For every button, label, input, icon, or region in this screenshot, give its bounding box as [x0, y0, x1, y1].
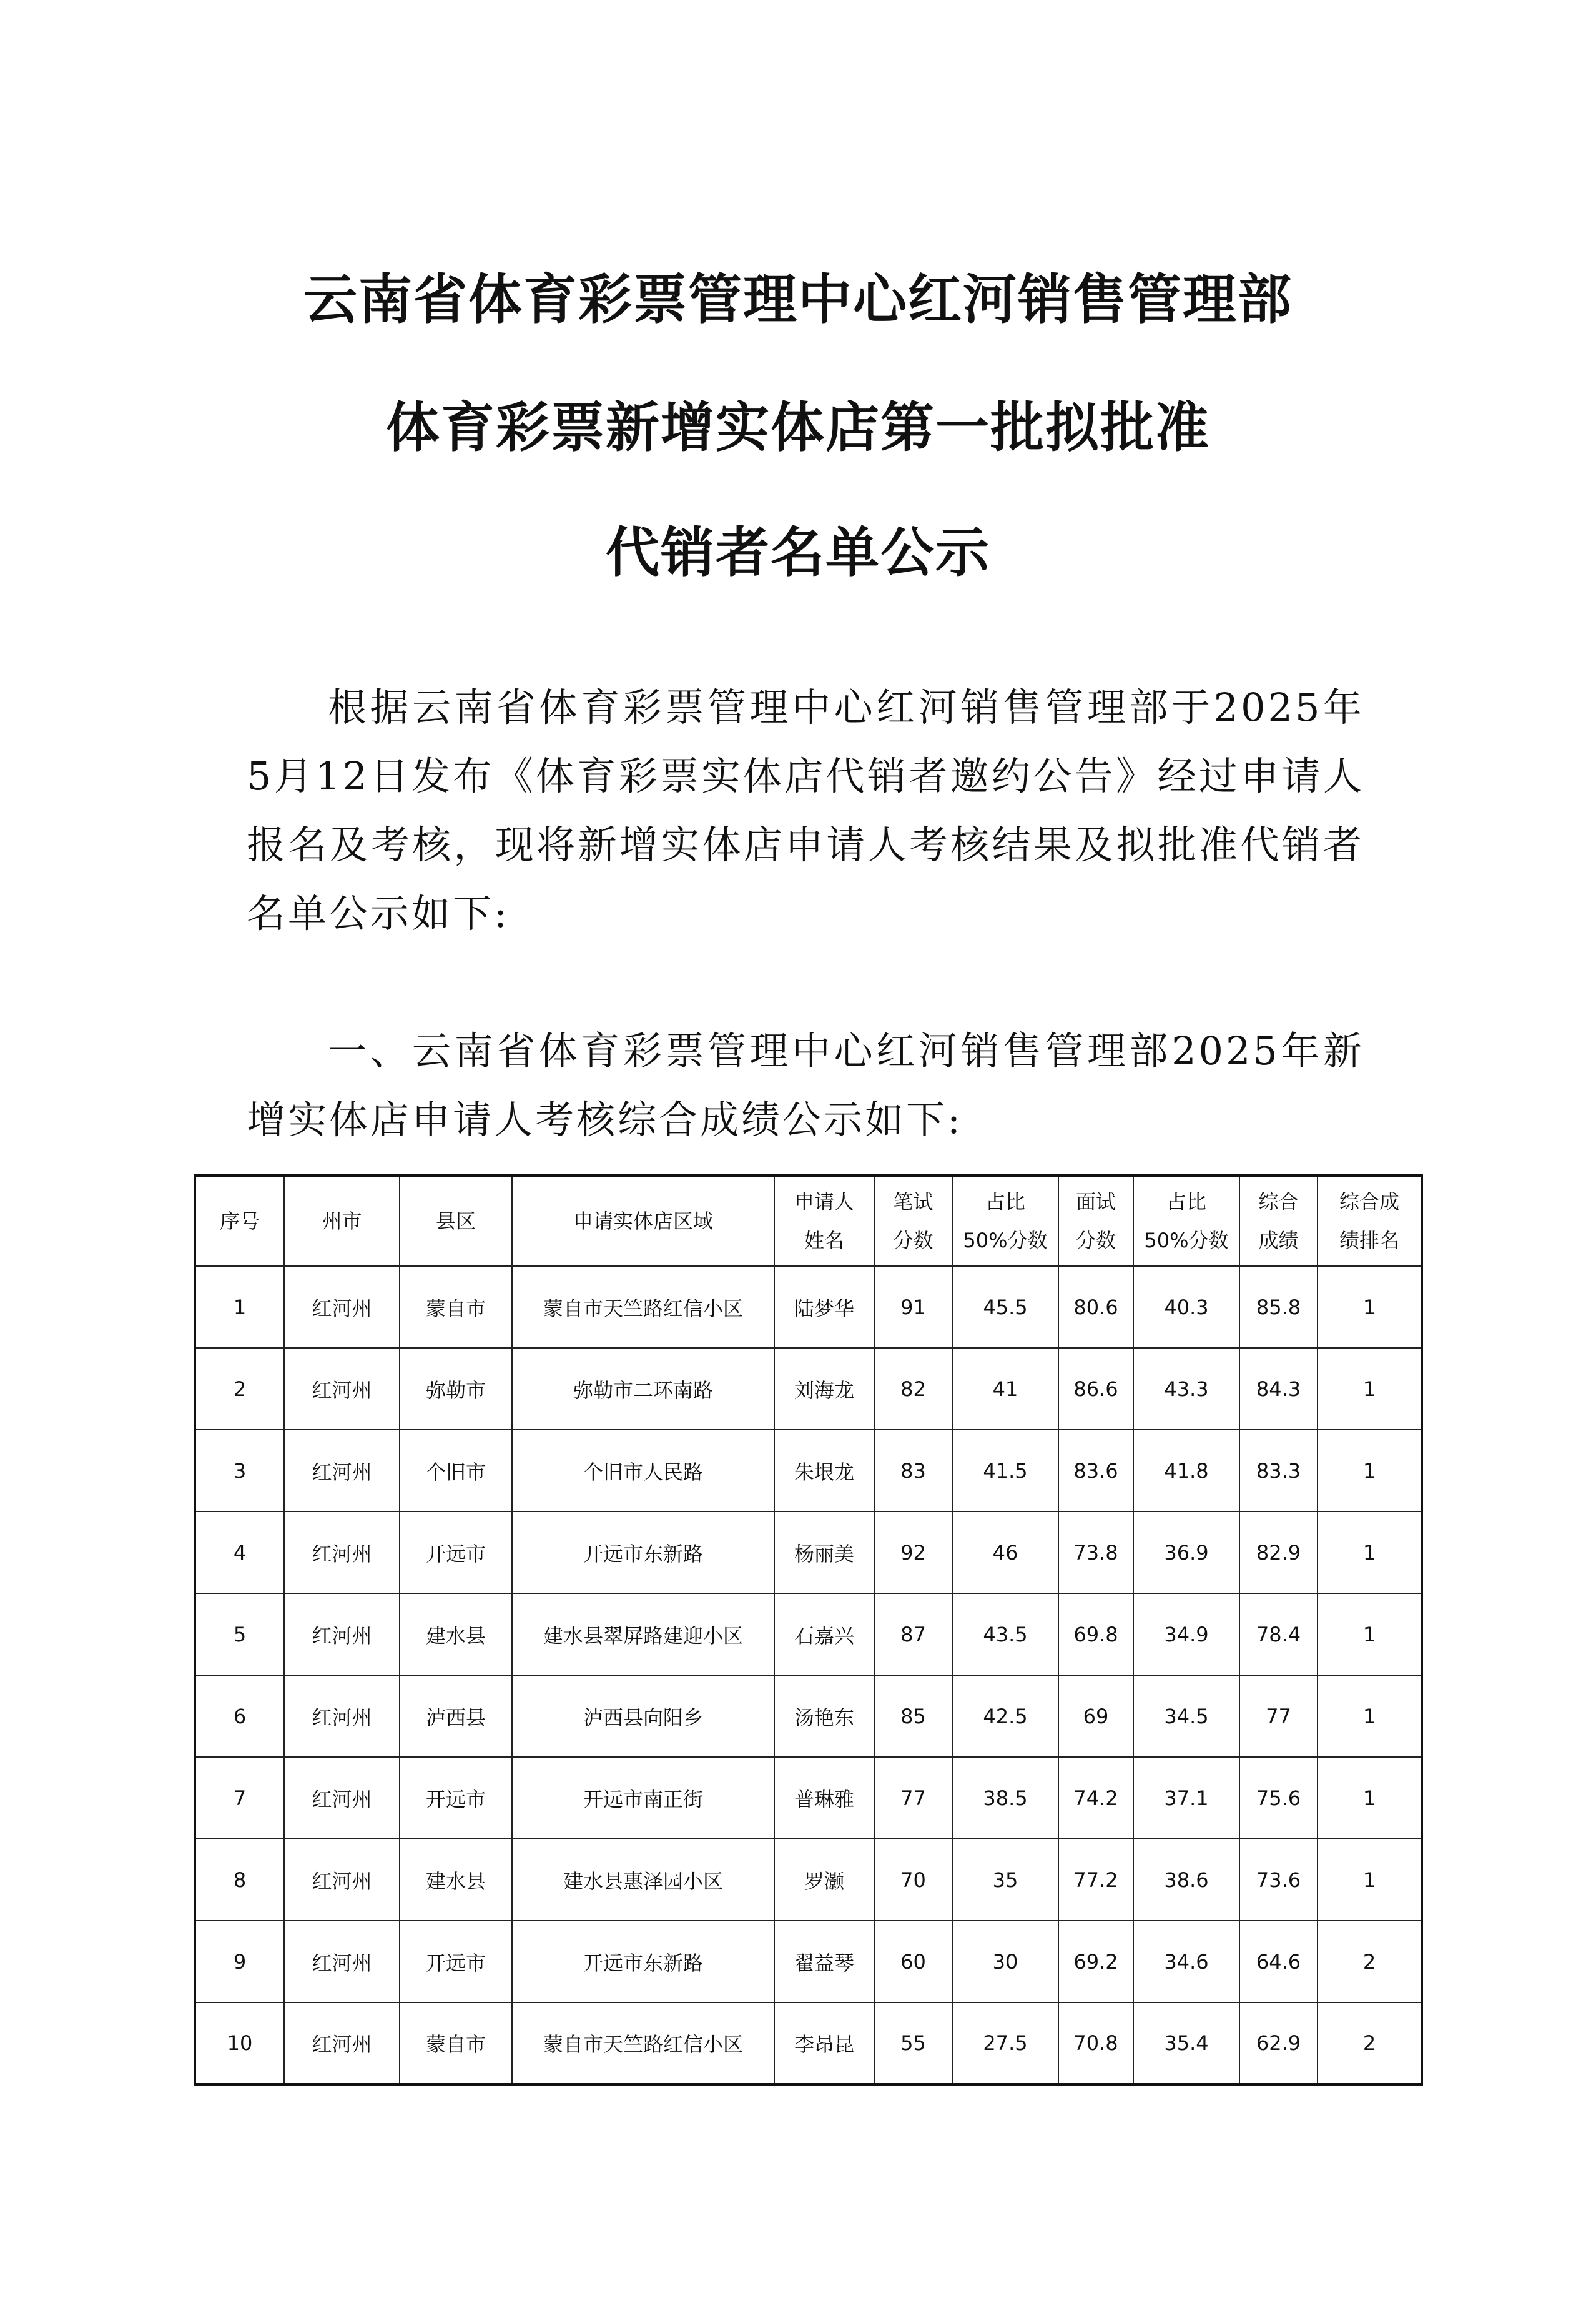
cell-interview-weighted: 35.4 [1133, 2002, 1239, 2084]
cell-interview-weighted: 34.9 [1133, 1593, 1239, 1675]
cell-county: 建水县 [400, 1839, 512, 1921]
cell-interview-weighted: 36.9 [1133, 1512, 1239, 1593]
cell-interview-score: 69.8 [1058, 1593, 1133, 1675]
cell-total-score: 85.8 [1239, 1266, 1318, 1348]
cell-written-weighted: 41 [952, 1348, 1058, 1430]
cell-county: 开远市 [400, 1921, 512, 2002]
cell-rank: 1 [1318, 1839, 1422, 1921]
cell-interview-score: 86.6 [1058, 1348, 1133, 1430]
cell-prefecture: 红河州 [284, 2002, 400, 2084]
cell-interview-score: 80.6 [1058, 1266, 1133, 1348]
document-title-line-2: 体育彩票新增实体店第一批拟批准 [386, 397, 1210, 459]
cell-county: 泸西县 [400, 1675, 512, 1757]
header-applicant-name [774, 1175, 874, 1266]
header-text-line-1: 申请人 [794, 1190, 854, 1214]
cell-written-weighted: 45.5 [952, 1266, 1058, 1348]
header-text-line-1: 州市 [322, 1209, 362, 1233]
cell-interview-score: 69.2 [1058, 1921, 1133, 2002]
cell-written-score: 77 [874, 1757, 952, 1839]
cell-index: 3 [195, 1430, 284, 1512]
header-text-line-1: 综合 [1258, 1190, 1299, 1214]
cell-store-area: 开远市东新路 [512, 1512, 774, 1593]
cell-applicant-name: 李昂昆 [774, 2002, 874, 2084]
cell-interview-weighted: 40.3 [1133, 1266, 1239, 1348]
intro-paragraph: 根据云南省体育彩票管理中心红河销售管理部于2025年5月12日发布《体育彩票实体店代销者邀约公告》经过申请人报名及考核，现将新增实体店申请人考核结果及拟批准代销者名单公示如下: [247, 685, 1364, 936]
cell-written-score: 83 [874, 1430, 952, 1512]
cell-county: 个旧市 [400, 1430, 512, 1512]
cell-written-score: 60 [874, 1921, 952, 2002]
cell-written-weighted: 43.5 [952, 1593, 1058, 1675]
header-index [195, 1175, 284, 1266]
cell-store-area: 个旧市人民路 [512, 1430, 774, 1512]
applicant-scores-table [194, 1174, 1423, 2086]
header-text-line-1: 笔试 [893, 1190, 933, 1214]
cell-written-score: 87 [874, 1593, 952, 1675]
header-rank [1318, 1175, 1422, 1266]
cell-applicant-name: 刘海龙 [774, 1348, 874, 1430]
header-text-line-2: 分数 [1075, 1229, 1116, 1252]
cell-index: 8 [195, 1839, 284, 1921]
header-text-line-2: 50%分数 [963, 1229, 1048, 1252]
cell-interview-score: 73.8 [1058, 1512, 1133, 1593]
cell-county: 开远市 [400, 1512, 512, 1593]
header-interview-weighted [1133, 1175, 1239, 1266]
table-row [195, 2002, 1422, 2084]
cell-county: 开远市 [400, 1757, 512, 1839]
header-prefecture [284, 1175, 400, 1266]
cell-written-score: 85 [874, 1675, 952, 1757]
cell-interview-score: 74.2 [1058, 1757, 1133, 1839]
cell-prefecture: 红河州 [284, 1921, 400, 2002]
cell-interview-score: 77.2 [1058, 1839, 1133, 1921]
cell-store-area: 泸西县向阳乡 [512, 1675, 774, 1757]
cell-written-score: 91 [874, 1266, 952, 1348]
cell-applicant-name: 普琳雅 [774, 1757, 874, 1839]
table-row [195, 1839, 1422, 1921]
cell-rank: 1 [1318, 1593, 1422, 1675]
cell-index: 2 [195, 1348, 284, 1430]
cell-index: 1 [195, 1266, 284, 1348]
cell-rank: 2 [1318, 1921, 1422, 2002]
cell-applicant-name: 陆梦华 [774, 1266, 874, 1348]
header-text-line-1: 面试 [1075, 1190, 1116, 1214]
header-text-line-2: 50%分数 [1144, 1229, 1229, 1252]
table-row [195, 1430, 1422, 1512]
cell-rank: 1 [1318, 1348, 1422, 1430]
cell-rank: 1 [1318, 1430, 1422, 1512]
cell-rank: 2 [1318, 2002, 1422, 2084]
cell-index: 6 [195, 1675, 284, 1757]
cell-store-area: 蒙自市天竺路红信小区 [512, 2002, 774, 2084]
cell-written-weighted: 27.5 [952, 2002, 1058, 2084]
cell-written-score: 70 [874, 1839, 952, 1921]
table-row [195, 1266, 1422, 1348]
cell-total-score: 82.9 [1239, 1512, 1318, 1593]
header-store-area [512, 1175, 774, 1266]
cell-written-weighted: 46 [952, 1512, 1058, 1593]
cell-store-area: 蒙自市天竺路红信小区 [512, 1266, 774, 1348]
section-one-heading: 一、云南省体育彩票管理中心红河销售管理部2025年新增实体店申请人考核综合成绩公示如下: [247, 1028, 1364, 1142]
cell-index: 10 [195, 2002, 284, 2084]
cell-rank: 1 [1318, 1266, 1422, 1348]
cell-prefecture: 红河州 [284, 1593, 400, 1675]
cell-prefecture: 红河州 [284, 1675, 400, 1757]
cell-total-score: 83.3 [1239, 1430, 1318, 1512]
cell-written-score: 82 [874, 1348, 952, 1430]
header-text-line-1: 序号 [219, 1209, 260, 1233]
cell-index: 7 [195, 1757, 284, 1839]
cell-interview-score: 70.8 [1058, 2002, 1133, 2084]
cell-store-area: 开远市南正街 [512, 1757, 774, 1839]
header-text-line-1: 占比 [985, 1190, 1025, 1214]
cell-total-score: 64.6 [1239, 1921, 1318, 2002]
cell-total-score: 73.6 [1239, 1839, 1318, 1921]
header-written-weighted [952, 1175, 1058, 1266]
table-body [195, 1266, 1422, 2084]
cell-store-area: 开远市东新路 [512, 1921, 774, 2002]
cell-interview-weighted: 38.6 [1133, 1839, 1239, 1921]
header-total-score [1239, 1175, 1318, 1266]
cell-written-weighted: 41.5 [952, 1430, 1058, 1512]
cell-prefecture: 红河州 [284, 1348, 400, 1430]
cell-index: 5 [195, 1593, 284, 1675]
cell-total-score: 77 [1239, 1675, 1318, 1757]
cell-store-area: 建水县惠泽园小区 [512, 1839, 774, 1921]
table-row [195, 1921, 1422, 2002]
cell-applicant-name: 翟益琴 [774, 1921, 874, 2002]
header-text-line-2: 绩排名 [1339, 1229, 1399, 1252]
header-written-score [874, 1175, 952, 1266]
header-text-line-2: 姓名 [804, 1229, 844, 1252]
cell-total-score: 78.4 [1239, 1593, 1318, 1675]
table-header-row [195, 1175, 1422, 1266]
cell-total-score: 75.6 [1239, 1757, 1318, 1839]
cell-interview-weighted: 41.8 [1133, 1430, 1239, 1512]
cell-prefecture: 红河州 [284, 1839, 400, 1921]
cell-interview-weighted: 43.3 [1133, 1348, 1239, 1430]
table-row [195, 1512, 1422, 1593]
cell-interview-weighted: 37.1 [1133, 1757, 1239, 1839]
table-row [195, 1348, 1422, 1430]
cell-interview-score: 69 [1058, 1675, 1133, 1757]
cell-rank: 1 [1318, 1512, 1422, 1593]
document-title-line-3: 代销者名单公示 [606, 522, 990, 584]
table-row [195, 1675, 1422, 1757]
cell-written-score: 92 [874, 1512, 952, 1593]
cell-store-area: 弥勒市二环南路 [512, 1348, 774, 1430]
header-text-line-1: 申请实体店区域 [573, 1209, 713, 1233]
cell-county: 蒙自市 [400, 1266, 512, 1348]
cell-interview-weighted: 34.6 [1133, 1921, 1239, 2002]
header-text-line-1: 县区 [435, 1209, 476, 1233]
cell-prefecture: 红河州 [284, 1757, 400, 1839]
cell-written-weighted: 42.5 [952, 1675, 1058, 1757]
table-row [195, 1593, 1422, 1675]
cell-prefecture: 红河州 [284, 1512, 400, 1593]
header-text-line-1: 占比 [1166, 1190, 1206, 1214]
cell-index: 4 [195, 1512, 284, 1593]
cell-county: 弥勒市 [400, 1348, 512, 1430]
cell-written-weighted: 35 [952, 1839, 1058, 1921]
cell-rank: 1 [1318, 1675, 1422, 1757]
cell-county: 建水县 [400, 1593, 512, 1675]
header-county [400, 1175, 512, 1266]
cell-written-weighted: 38.5 [952, 1757, 1058, 1839]
cell-applicant-name: 汤艳东 [774, 1675, 874, 1757]
cell-applicant-name: 石嘉兴 [774, 1593, 874, 1675]
table-row [195, 1757, 1422, 1839]
cell-prefecture: 红河州 [284, 1266, 400, 1348]
header-interview-score [1058, 1175, 1133, 1266]
cell-total-score: 62.9 [1239, 2002, 1318, 2084]
header-text-line-2: 分数 [893, 1229, 933, 1252]
cell-applicant-name: 罗灏 [774, 1839, 874, 1921]
document-title-line-1: 云南省体育彩票管理中心红河销售管理部 [303, 269, 1293, 331]
cell-applicant-name: 朱垠龙 [774, 1430, 874, 1512]
cell-store-area: 建水县翠屏路建迎小区 [512, 1593, 774, 1675]
cell-total-score: 84.3 [1239, 1348, 1318, 1430]
cell-applicant-name: 杨丽美 [774, 1512, 874, 1593]
cell-county: 蒙自市 [400, 2002, 512, 2084]
cell-written-score: 55 [874, 2002, 952, 2084]
cell-interview-weighted: 34.5 [1133, 1675, 1239, 1757]
cell-index: 9 [195, 1921, 284, 2002]
cell-interview-score: 83.6 [1058, 1430, 1133, 1512]
cell-rank: 1 [1318, 1757, 1422, 1839]
header-text-line-1: 综合成 [1339, 1190, 1399, 1214]
cell-written-weighted: 30 [952, 1921, 1058, 2002]
header-text-line-2: 成绩 [1258, 1229, 1299, 1252]
cell-prefecture: 红河州 [284, 1430, 400, 1512]
